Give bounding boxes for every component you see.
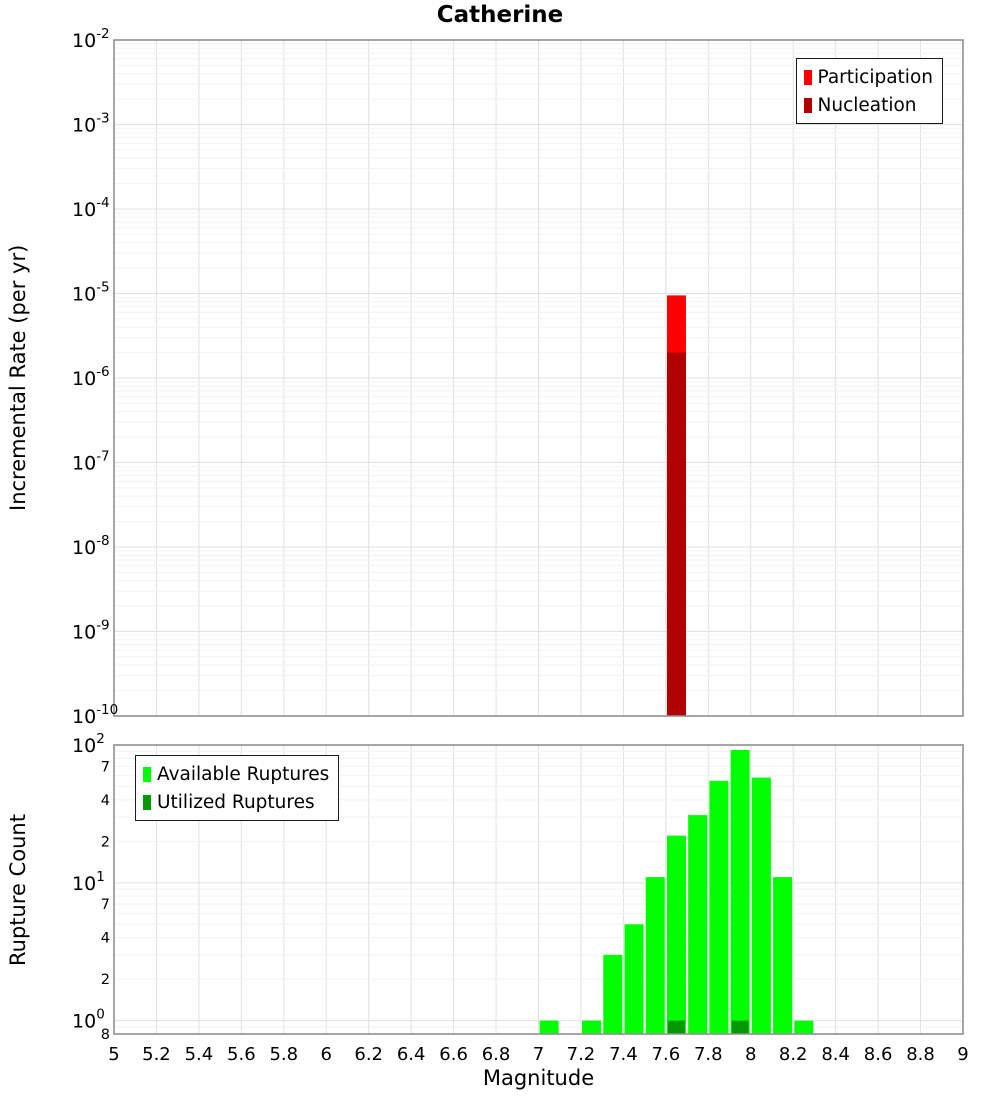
svg-text:7.4: 7.4 — [609, 1044, 638, 1065]
rate-legend — [796, 58, 944, 124]
svg-text:6.6: 6.6 — [439, 1044, 468, 1065]
legend-label: Available Ruptures — [157, 763, 330, 785]
legend-item-utilized — [143, 788, 329, 816]
svg-text:8.8: 8.8 — [906, 1044, 935, 1065]
bar — [668, 1021, 685, 1034]
svg-text:102: $10^2$ — [72, 731, 105, 757]
plot-title: Catherine — [436, 2, 564, 28]
bottom-y-tick-labels — [72, 731, 110, 1043]
top-y-axis-label: Incremental Rate (per yr) — [6, 244, 30, 511]
top-panel-gridlines — [114, 40, 963, 716]
nucleation-swatch-icon — [804, 98, 812, 113]
svg-text:5: 5 — [108, 1044, 120, 1065]
svg-text:7: 7 — [100, 897, 110, 914]
svg-text:2: 2 — [100, 834, 110, 851]
bar — [667, 836, 686, 1034]
bar — [794, 1021, 813, 1034]
legend-label: Utilized Ruptures — [157, 791, 315, 813]
x-axis-label: Magnitude — [482, 1066, 595, 1090]
bar — [646, 877, 665, 1034]
svg-text:10-4: $10^{-4}$ — [72, 195, 110, 221]
bar — [582, 1021, 601, 1034]
svg-text:10-5: $10^{-5}$ — [72, 279, 110, 306]
svg-text:10-10: $10^{-10}$ — [72, 702, 119, 728]
bar — [667, 353, 686, 716]
svg-text:10-9: $10^{-9}$ — [72, 617, 110, 644]
svg-text:6: 6 — [320, 1044, 332, 1065]
participation-swatch-icon — [804, 70, 812, 85]
bar — [688, 815, 707, 1034]
svg-text:6.2: 6.2 — [354, 1044, 384, 1065]
x-tick-labels — [108, 1044, 968, 1065]
legend-label: Nucleation — [817, 94, 917, 116]
bar — [732, 1021, 749, 1034]
svg-text:6.8: 6.8 — [481, 1044, 511, 1065]
svg-text:7: 7 — [100, 759, 110, 776]
bar — [540, 1021, 559, 1034]
legend-item-available — [143, 760, 329, 788]
svg-text:10-6: $10^{-6}$ — [72, 364, 110, 390]
svg-text:7.2: 7.2 — [566, 1044, 596, 1065]
svg-text:5.6: 5.6 — [227, 1044, 256, 1065]
svg-text:4: 4 — [100, 930, 110, 947]
available-swatch-icon — [143, 767, 151, 782]
bottom-y-axis-label: Rupture Count — [6, 814, 30, 967]
bar — [731, 750, 750, 1034]
svg-text:4: 4 — [100, 792, 110, 809]
legend-item-nucleation — [804, 91, 934, 119]
top-y-tick-labels — [72, 26, 118, 728]
svg-text:100: $10^0$ — [72, 1006, 105, 1033]
svg-text:8: 8 — [100, 1027, 110, 1043]
legend-item-participation — [804, 63, 934, 91]
nucleation-bars — [667, 353, 686, 716]
bar — [752, 778, 771, 1034]
svg-text:5.4: 5.4 — [184, 1044, 214, 1065]
svg-text:8.6: 8.6 — [863, 1044, 893, 1065]
svg-text:10-2: $10^{-2}$ — [72, 26, 110, 52]
rupture-legend — [135, 755, 339, 821]
bar — [773, 877, 792, 1034]
svg-text:8.4: 8.4 — [821, 1044, 850, 1065]
bar — [709, 781, 728, 1034]
svg-text:10-7: $10^{-7}$ — [72, 448, 110, 475]
svg-text:10-3: $10^{-3}$ — [72, 110, 110, 137]
utilized-swatch-icon — [143, 795, 151, 810]
svg-text:10-8: $10^{-8}$ — [72, 533, 110, 559]
svg-text:5.8: 5.8 — [269, 1044, 299, 1065]
bar — [603, 955, 622, 1034]
legend-label: Participation — [817, 66, 933, 88]
svg-text:2: 2 — [100, 972, 110, 989]
bar — [625, 924, 644, 1034]
svg-text:8.2: 8.2 — [778, 1044, 808, 1065]
svg-text:7.6: 7.6 — [651, 1044, 681, 1065]
svg-text:7.8: 7.8 — [693, 1044, 723, 1065]
svg-text:7: 7 — [532, 1044, 545, 1065]
svg-text:8: 8 — [745, 1044, 757, 1065]
svg-text:101: $10^1$ — [72, 868, 105, 895]
svg-text:6.4: 6.4 — [396, 1044, 426, 1065]
svg-text:9: 9 — [957, 1044, 969, 1065]
svg-text:5.2: 5.2 — [142, 1044, 171, 1065]
